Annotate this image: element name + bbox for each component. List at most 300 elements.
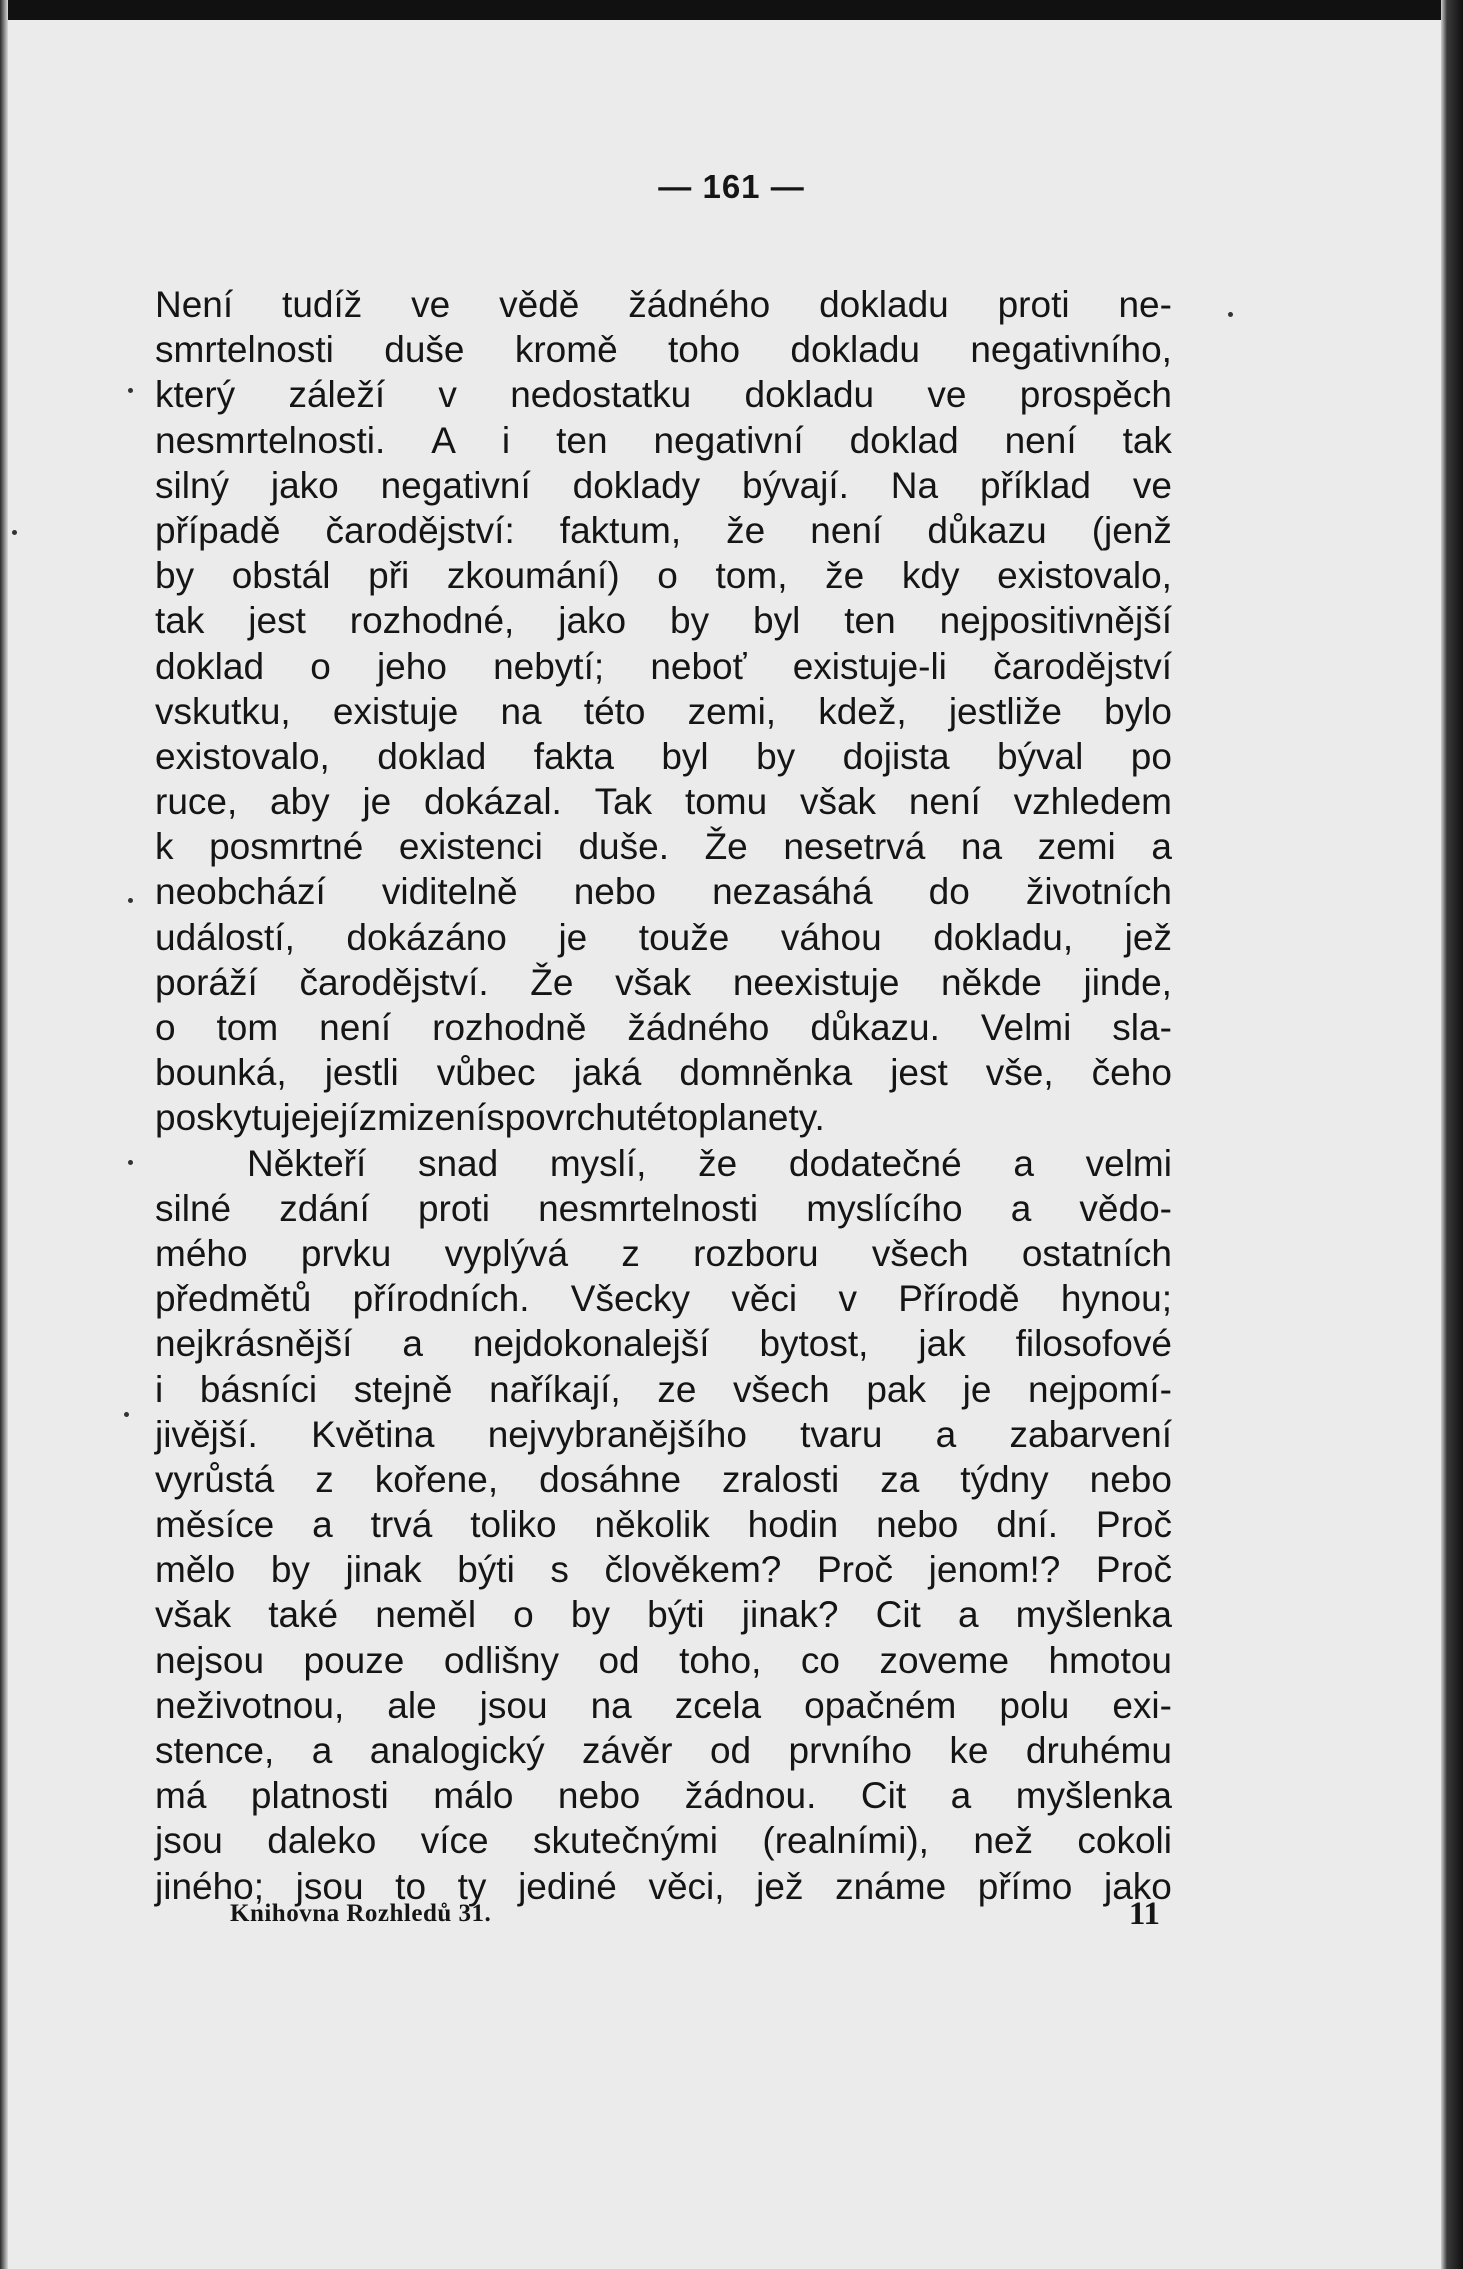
word: a <box>957 1594 979 1636</box>
word: kořene, <box>374 1458 499 1500</box>
word: sla- <box>1112 1007 1172 1048</box>
word: existovalo, <box>155 735 330 777</box>
word: vědě <box>499 284 580 325</box>
word: váhou <box>780 916 882 958</box>
text-line <box>155 1683 1172 1728</box>
word: dní. <box>996 1504 1059 1546</box>
word: nejkrásnější <box>155 1323 353 1365</box>
word: snad <box>417 1142 499 1184</box>
word: jeho <box>376 645 447 687</box>
word: žádného <box>628 284 771 325</box>
text-line <box>155 1050 1172 1095</box>
text-line <box>155 824 1172 869</box>
word: bytost, <box>759 1323 869 1365</box>
word: vůbec <box>436 1052 536 1094</box>
word: odlišny <box>443 1639 559 1681</box>
word: existuje-li <box>792 645 947 687</box>
scan-speck <box>128 388 133 393</box>
word: skutečnými <box>532 1820 719 1862</box>
word: jak <box>918 1323 966 1365</box>
word: přírodních. <box>352 1278 530 1320</box>
word: a <box>1013 1142 1034 1184</box>
word: dokladu <box>819 284 949 325</box>
word: i <box>501 419 511 461</box>
word: jinak <box>345 1549 422 1591</box>
word: by <box>155 555 195 597</box>
word: jako <box>558 600 627 642</box>
word: málo <box>433 1775 514 1817</box>
word: a <box>1010 1187 1032 1229</box>
word: tvaru <box>800 1413 883 1455</box>
text-line <box>155 1728 1172 1773</box>
text-line <box>155 1367 1172 1412</box>
word: nesmrtelnosti. <box>155 419 386 461</box>
word: jiného; <box>155 1865 265 1907</box>
word: ve <box>411 284 451 325</box>
word: její <box>311 1097 359 1139</box>
word: žádného <box>627 1007 770 1048</box>
word: dojista <box>842 735 950 777</box>
word: filosofové <box>1015 1323 1172 1365</box>
text-line <box>155 327 1172 372</box>
scan-speck <box>124 1412 129 1417</box>
text-line <box>155 960 1172 1005</box>
word: jsou <box>295 1865 364 1907</box>
scan-speck <box>128 1160 133 1165</box>
word: obstál <box>231 555 331 597</box>
word: o <box>657 555 678 597</box>
body-text <box>155 282 1172 1909</box>
word: je <box>558 916 588 958</box>
word: duše. <box>578 826 669 868</box>
word: bylo <box>1104 690 1172 732</box>
text-line <box>155 1638 1172 1683</box>
word: je <box>962 1368 992 1410</box>
word: jako <box>270 464 339 506</box>
word: ale <box>387 1684 437 1726</box>
word: dokázal. <box>424 781 562 823</box>
word: a <box>402 1323 423 1365</box>
word: jaká <box>573 1052 642 1094</box>
word: nebo <box>573 871 657 913</box>
word: jsou <box>155 1820 223 1862</box>
word: zemi <box>1037 826 1116 868</box>
word: neživotnou, <box>155 1684 345 1726</box>
word: duše <box>384 329 465 371</box>
word: býval <box>996 735 1084 777</box>
word: více <box>420 1820 489 1862</box>
word: ty <box>457 1865 487 1907</box>
text-line <box>155 1186 1172 1231</box>
word: jež <box>756 1865 804 1907</box>
word: ten <box>844 600 896 642</box>
word: jinak? <box>741 1594 839 1636</box>
text-line <box>155 553 1172 598</box>
word: vzhledem <box>1013 781 1172 823</box>
word: z <box>315 1458 334 1500</box>
word: že <box>825 555 865 597</box>
text-line <box>155 644 1172 689</box>
word: tak <box>1122 419 1172 461</box>
word: po <box>1130 735 1172 777</box>
word: hynou; <box>1060 1278 1172 1320</box>
word: od <box>709 1730 752 1771</box>
word: nejvybranějšího <box>487 1413 747 1455</box>
word: však <box>615 961 692 1003</box>
text-line <box>155 1321 1172 1366</box>
word: nesetrvá <box>783 826 926 868</box>
word: druhému <box>1025 1730 1172 1771</box>
word: jestli <box>324 1052 399 1094</box>
word: všech <box>733 1368 830 1410</box>
word: čarodějství. <box>299 961 489 1003</box>
word: není <box>908 781 981 823</box>
word: o <box>310 645 331 687</box>
word: Tak <box>594 781 653 823</box>
scan-edge-top <box>0 0 1463 20</box>
word: není <box>810 509 883 551</box>
word: myšlenka <box>1015 1775 1172 1817</box>
scan-edge-right <box>1441 0 1463 2269</box>
word: stence, <box>155 1730 275 1771</box>
text-line <box>155 598 1172 643</box>
word: doklad <box>377 735 487 777</box>
word: hmotou <box>1048 1639 1172 1681</box>
word: však <box>155 1594 232 1636</box>
word: existovalo, <box>997 555 1172 597</box>
text-line <box>155 1773 1172 1818</box>
word: nedostatku <box>510 374 692 416</box>
word: domněnka <box>679 1052 853 1094</box>
word: analogický <box>369 1730 545 1771</box>
word: nejsou <box>155 1639 265 1681</box>
word: silný <box>155 464 230 506</box>
word: by <box>570 1594 610 1636</box>
word: případě <box>155 509 281 551</box>
word: by <box>270 1549 310 1591</box>
word: jest <box>890 1052 948 1094</box>
scan-speck <box>12 530 17 535</box>
word: této <box>636 1097 698 1139</box>
word: a <box>312 1504 333 1546</box>
word: při <box>368 555 410 597</box>
word: nesmrtelnosti <box>538 1187 759 1229</box>
word: předmětů <box>155 1278 312 1320</box>
word: a <box>311 1730 333 1771</box>
word: nebo <box>876 1504 959 1546</box>
word: býti <box>457 1549 515 1591</box>
word: událostí, <box>155 916 295 958</box>
word: několik <box>594 1504 710 1546</box>
word: Proč <box>1095 1504 1172 1546</box>
word: hodin <box>747 1504 839 1546</box>
text-line <box>155 1276 1172 1321</box>
word: zcela <box>674 1684 762 1726</box>
word: není <box>319 1007 392 1048</box>
word: věci, <box>648 1865 725 1907</box>
word: faktum, <box>559 509 682 551</box>
word: v <box>438 374 457 416</box>
text-line <box>155 1412 1172 1457</box>
word: doklady <box>572 464 701 506</box>
word: byl <box>753 600 801 642</box>
word: kromě <box>514 329 618 371</box>
word: má <box>155 1775 207 1817</box>
word: dodatečné <box>788 1142 962 1184</box>
word: Proč <box>816 1549 894 1591</box>
word: Květina <box>311 1413 435 1455</box>
word: nebo <box>1089 1458 1172 1500</box>
word: dokladu <box>744 374 875 416</box>
word: že <box>726 509 766 551</box>
text-line <box>155 508 1172 553</box>
text-line <box>155 463 1172 508</box>
word: není <box>1004 419 1077 461</box>
word: na <box>590 1684 632 1726</box>
word: zoveme <box>879 1639 1010 1681</box>
word: i <box>155 1368 164 1410</box>
word: ve <box>1132 464 1172 506</box>
word: negativního, <box>970 329 1172 371</box>
word: existenci <box>398 826 543 868</box>
word: (realními), <box>762 1820 929 1862</box>
word: tomu <box>684 781 768 823</box>
word: za <box>880 1458 920 1500</box>
word: jestliže <box>948 690 1062 732</box>
word: posmrtné <box>209 826 364 868</box>
scan-edge-left <box>0 0 8 2269</box>
word: vše, <box>985 1052 1054 1094</box>
text-line <box>155 915 1172 960</box>
word: do <box>928 871 970 913</box>
word: by <box>670 600 710 642</box>
word: známe <box>835 1865 947 1907</box>
word: nezasáhá <box>712 871 873 913</box>
text-line <box>155 1141 1172 1186</box>
word: viditelně <box>381 871 518 913</box>
word: doklad <box>155 645 265 687</box>
page-number: — 161 — <box>658 168 805 205</box>
word: zralosti <box>722 1458 840 1500</box>
word: (jenž <box>1091 509 1172 551</box>
text-line <box>155 418 1172 463</box>
text-line <box>155 1095 1172 1140</box>
word: nebo <box>557 1775 641 1817</box>
word: čarodějství: <box>325 509 515 551</box>
word: stejně <box>353 1368 453 1410</box>
word: ne- <box>1118 284 1172 325</box>
word: aby <box>270 781 330 823</box>
word: fakta <box>533 735 614 777</box>
word: negativní <box>653 419 804 461</box>
word: cokoli <box>1077 1820 1172 1862</box>
word: vskutku, <box>155 690 291 732</box>
word: na <box>960 826 1003 868</box>
word: nejpomí- <box>1028 1368 1172 1410</box>
word: existuje <box>332 690 459 732</box>
word: polu <box>999 1684 1070 1726</box>
word: také <box>268 1594 339 1636</box>
word: jinde, <box>1083 961 1172 1003</box>
word: tak <box>155 600 205 642</box>
word: s <box>486 1097 505 1139</box>
word: závěr <box>582 1730 673 1771</box>
word: doklad <box>849 419 959 461</box>
word: ze <box>657 1368 697 1410</box>
word: neměl <box>375 1594 477 1636</box>
scan-speck <box>1228 312 1233 317</box>
word: myšlenka <box>1015 1594 1172 1636</box>
word: Cit <box>860 1775 907 1817</box>
word: neobchází <box>155 871 326 913</box>
word: to <box>395 1865 427 1907</box>
word: touže <box>638 916 730 958</box>
word: básníci <box>199 1368 318 1410</box>
word: Všecky <box>570 1278 691 1320</box>
word: čarodějství <box>993 645 1172 687</box>
word: jenom!? <box>928 1549 1061 1591</box>
word: co <box>800 1639 840 1681</box>
text-line <box>155 1547 1172 1592</box>
word: zemi, <box>687 690 777 732</box>
word: vědo- <box>1079 1187 1172 1229</box>
word: Velmi <box>980 1007 1072 1048</box>
word: toho <box>668 329 741 371</box>
word: vyplývá <box>444 1232 569 1274</box>
word: že <box>698 1142 738 1184</box>
word: člověkem? <box>604 1549 782 1591</box>
word: ten <box>556 419 608 461</box>
word: o <box>513 1594 534 1636</box>
word: negativní <box>380 464 531 506</box>
word: této <box>583 690 646 732</box>
word: poráží <box>155 961 258 1003</box>
word: ve <box>927 374 967 416</box>
word: toliko <box>470 1504 557 1546</box>
word: všech <box>871 1232 969 1274</box>
word: rozhodné, <box>349 600 515 642</box>
word: Někteří <box>247 1142 367 1184</box>
word: je <box>362 781 392 823</box>
word: příklad <box>979 464 1091 506</box>
word: Proč <box>1095 1549 1172 1591</box>
footer-sheet-number: 11 <box>1128 1896 1160 1932</box>
word: vyrůstá <box>155 1458 275 1500</box>
text-line <box>155 372 1172 417</box>
text-line <box>155 1005 1172 1050</box>
text-line <box>155 869 1172 914</box>
word: toho, <box>679 1639 762 1681</box>
word: A <box>431 419 456 461</box>
word: jivější. <box>155 1413 258 1455</box>
page-footer <box>230 1896 1160 1933</box>
word: ke <box>949 1730 989 1771</box>
word: Není <box>155 284 234 325</box>
word: čeho <box>1091 1052 1172 1094</box>
text-line <box>155 689 1172 734</box>
text-line <box>155 1231 1172 1276</box>
word: jest <box>248 600 306 642</box>
word: zabarvení <box>1009 1413 1172 1455</box>
text-line <box>155 1592 1172 1637</box>
word: zkoumání) <box>446 555 620 597</box>
word: proti <box>997 284 1070 325</box>
word: naříkají, <box>489 1368 621 1410</box>
word: neexistuje <box>732 961 900 1003</box>
word: platnosti <box>250 1775 389 1817</box>
word: pak <box>866 1368 926 1410</box>
word: by <box>756 735 796 777</box>
word: přímo <box>977 1865 1073 1907</box>
word: prvního <box>788 1730 912 1771</box>
word: jež <box>1124 916 1172 958</box>
word: Cit <box>875 1594 921 1636</box>
word: někde <box>941 961 1042 1003</box>
word: zmizení <box>358 1097 487 1139</box>
word: rozboru <box>693 1232 819 1274</box>
word: proti <box>417 1187 490 1229</box>
text-line <box>155 1502 1172 1547</box>
word: ostatních <box>1021 1232 1172 1274</box>
word: žádnou. <box>684 1775 817 1817</box>
word: tudíž <box>282 284 363 325</box>
word: životních <box>1025 871 1172 913</box>
word: neboť <box>650 645 747 687</box>
word: věci <box>731 1278 798 1320</box>
word: jako <box>1103 1865 1172 1907</box>
word: prvku <box>300 1232 392 1274</box>
word: povrchu <box>504 1097 637 1139</box>
word: s <box>550 1549 569 1591</box>
word: byl <box>661 735 709 777</box>
word: dosáhne <box>539 1458 682 1500</box>
footer-signature: Knihovna Rozhledů 31. <box>230 1900 492 1927</box>
word: Na <box>890 464 939 506</box>
word: daleko <box>267 1820 377 1862</box>
text-line <box>155 779 1172 824</box>
word: myslícího <box>806 1187 963 1229</box>
word: velmi <box>1085 1142 1172 1184</box>
word: důkazu. <box>810 1007 940 1048</box>
scan-speck <box>128 898 133 903</box>
text-line <box>155 1457 1172 1502</box>
word: však <box>799 781 877 823</box>
word: na <box>500 690 542 732</box>
word: z <box>621 1232 640 1274</box>
word: dokladu <box>790 329 920 371</box>
word: dokázáno <box>346 916 507 958</box>
word: myslí, <box>549 1142 647 1184</box>
word: než <box>973 1820 1033 1862</box>
word: mého <box>155 1232 248 1274</box>
word: silné <box>155 1187 232 1229</box>
word: týdny <box>960 1458 1049 1500</box>
word: od <box>598 1639 640 1681</box>
word: mělo <box>155 1549 236 1591</box>
word: tom <box>216 1007 279 1048</box>
word: nebytí; <box>493 645 605 687</box>
word: který <box>155 374 236 416</box>
word: dokladu, <box>933 916 1074 958</box>
word: a <box>1151 826 1172 868</box>
word: jsou <box>479 1684 548 1726</box>
word: exi- <box>1112 1684 1172 1726</box>
word: trvá <box>370 1504 433 1546</box>
word: opačném <box>804 1684 957 1726</box>
word: a <box>950 1775 972 1817</box>
word: a <box>935 1413 957 1455</box>
word: jediné <box>518 1865 617 1907</box>
